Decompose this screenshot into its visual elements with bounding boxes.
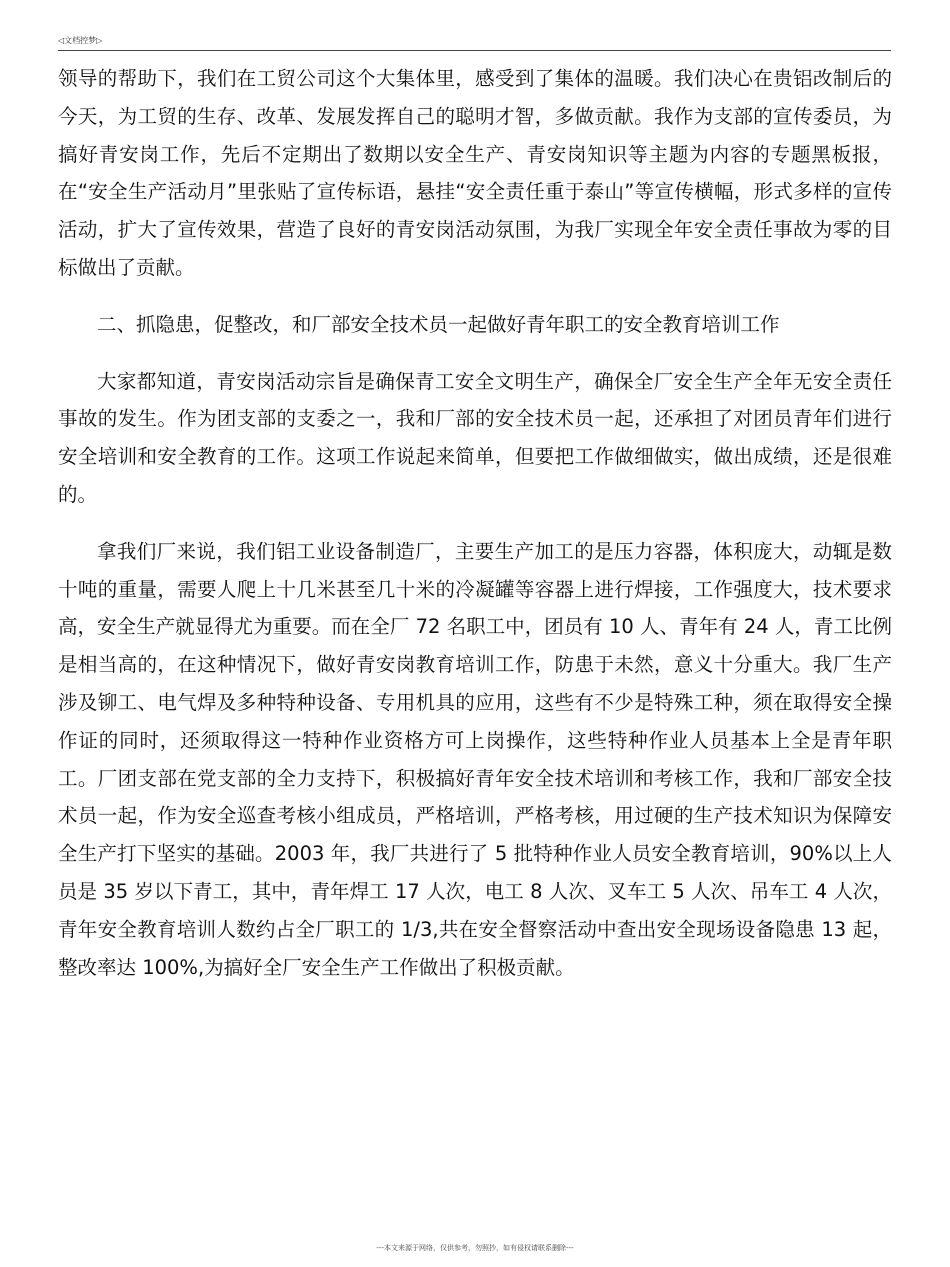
section-heading: 二、抓隐患，促整改，和厂部安全技术员一起做好青年职工的安全教育培训工作 [97, 312, 780, 336]
document-body [58, 60, 892, 986]
footer-notice: ---本文来源于网络，仅供参考，勿照抄，如有侵权请联系删除--- [376, 1244, 574, 1252]
paragraph-continuation: 领导的帮助下，我们在工贸公司这个大集体里，感受到了集体的温暖。我们决心在贵铝改制后的今天，为工贸的生存、改革、发展发挥自己的聪明才智，多做贡献。我作为支部的宣传委员，为搞好青安岗工作，先后不定期出了数期以安全生产、青安岗知识等主题为内容的专题黑板报，在“安全生产活动月”里张贴了宣传标语，悬挂“安全责任重于泰山”等宣传横幅，形式多样的宣传活动，扩大了宣传效果，营造了良好的青安岗活动氛围，为我厂实现全年安全责任事故为零的目标做出了贡献。 [58, 67, 892, 279]
header-divider [58, 50, 891, 51]
header-mark: ◁文档控梦▷ [58, 36, 103, 45]
paragraph-training-intro: 大家都知道，青安岗活动宗旨是确保青工安全文明生产，确保全厂安全生产全年无安全责任事故的发生。作为团支部的支委之一，我和厂部的安全技术员一起，还承担了对团员青年们进行安全培训和安全教育的工作。这项工作说起来简单，但要把工作做细做实，做出成绩，还是很难的。 [58, 369, 892, 506]
paragraph-factory-details: 拿我们厂来说，我们铝工业设备制造厂，主要生产加工的是压力容器，体积庞大，动辄是数十吨的重量，需要人爬上十几米甚至几十米的冷凝罐等容器上进行焊接，工作强度大，技术要求高，安全生产就显得尤为重要。而在全厂 72 名职工中，团员有 10 人、青年有 24 人，青工比例是相当高的，在这种情况下，做好青安岗教育培训工作，防患于未然，意义十分重大。我厂生产涉及铆工、电气焊及多种特种设备、专用机具的应用，这些有不少是特殊工种，须在取得安全操作证的同时，还须取得这一特种作业资格方可上岗操作，这些特种作业人员基本上全是青年职工。厂团支部在党支部的全力支持下，积极搞好青年安全技术培训和考核工作，我和厂部安全技术员一起，作为安全巡查考核小组成员，严格培训，严格考核，用过硬的生产技术知识为保障安全生产打下坚实的基础。2003 年，我厂共进行了 5 批特种作业人员安全教育培训，90%以上人员是 35 岁以下青工，其中，青年焊工 17 人次，电工 8 人次、叉车工 5 人次、吊车工 4 人次，青年安全教育培训人数约占全厂职工的 1/3,共在安全督察活动中查出安全现场设备隐患 13 起，整改率达 100%,为搞好全厂安全生产工作做出了积极贡献。 [58, 539, 892, 979]
